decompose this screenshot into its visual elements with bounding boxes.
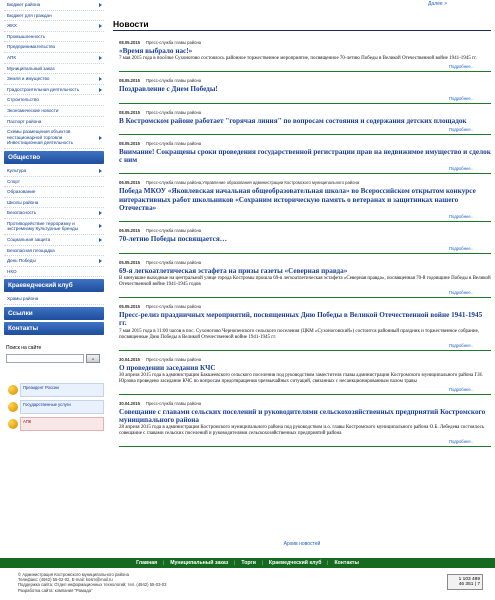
news-date: 08.05.2015: [119, 109, 140, 115]
news-divider: [119, 134, 491, 135]
sidebar-society-item-label: Противодействие терроризму и экстремизму Культурные бренды: [7, 220, 79, 232]
news-item: [119, 304, 491, 351]
news-title-link[interactable]: О проведении заседания КЧС: [119, 363, 216, 372]
banners: [4, 383, 104, 431]
news-title-link[interactable]: В Костромском районе работает "горячая линия" по вопросам состояния и содержания детских площадок: [119, 116, 467, 125]
sidebar-item[interactable]: [4, 106, 104, 117]
footer-nav-link[interactable]: Торги: [241, 560, 256, 566]
economy-menu: [4, 0, 104, 149]
news-summary: 30 апреля 2015 года в администрации Бакшеевского сельского поселения под руководством заместителя главы администрации Костромского муниципального района Г.Н. Юрзова проведено заседание КЧС по вопросам предотвращения чрезвычайных ситуаций, связанных с несанкционированным палом травы: [119, 372, 483, 384]
sidebar-item-label: Схемы размещения объектов нестационарной торговли Инвестиционная деятельность: [7, 129, 74, 146]
news-list: [119, 40, 491, 453]
news-date: 08.05.2015: [119, 40, 140, 45]
menu-header-society[interactable]: Общество: [4, 151, 104, 164]
next-page-link[interactable]: Далее >: [428, 1, 447, 7]
news-item: [119, 401, 491, 448]
read-more-link[interactable]: Подробнее..: [448, 214, 473, 220]
menu-header-links[interactable]: Ссылки: [4, 307, 104, 320]
sidebar-society-item[interactable]: [4, 235, 104, 246]
sidebar-society-item[interactable]: [4, 198, 104, 209]
news-summary: В минувшие выходные на центральной улице города Костромы прошла 69-я легкоатлетическая эстафета «Северная правда», посвященная 70-й годовщине Победы в Великой Отечественной войне 1941-1945 годов: [119, 275, 491, 287]
news-source: Пресс-служба главы района: [145, 400, 202, 406]
site-search: [4, 343, 104, 365]
sidebar-item[interactable]: [4, 21, 104, 32]
banner[interactable]: [8, 400, 104, 414]
news-item: [119, 110, 491, 135]
chevron-right-icon: [99, 238, 102, 242]
news-title-link[interactable]: 69-я легкоатлетическая эстафета на призы газеты «Северная правда»: [119, 266, 348, 275]
sidebar-item-label: Паспорт района: [7, 118, 42, 124]
sidebar-society-item[interactable]: [4, 177, 104, 188]
chevron-right-icon: [99, 88, 102, 92]
news-divider: [119, 221, 491, 222]
news-date: 06.05.2015: [119, 228, 140, 234]
banner-label: АПК: [20, 417, 104, 431]
footer-nav-link[interactable]: Главная: [136, 560, 158, 566]
emblem-icon: [8, 419, 18, 429]
sidebar-society-item[interactable]: [4, 256, 104, 267]
news-divider: [119, 350, 491, 351]
news-date: 30.04.2015: [119, 400, 140, 406]
news-meta: [119, 78, 491, 83]
news-meta: [119, 260, 491, 265]
nav-separator: |: [327, 560, 329, 566]
read-more-link[interactable]: Подробнее..: [448, 245, 473, 251]
left-sidebar: [4, 0, 104, 560]
emblem-icon: [8, 385, 18, 395]
banner[interactable]: [8, 417, 104, 431]
sidebar-item[interactable]: [4, 127, 104, 149]
chevron-right-icon: [99, 24, 102, 28]
chevron-right-icon: [99, 3, 102, 7]
sidebar-society-item-label: НКО: [7, 268, 17, 274]
main-content: [113, 0, 491, 560]
news-divider: [119, 253, 491, 254]
news-meta: [119, 228, 491, 233]
news-title-link[interactable]: Внимание! Сокращены сроки проведения государственной регистрации прав на недвижимое имущество и сделок с ним: [119, 147, 491, 165]
chevron-right-icon: [99, 56, 102, 60]
read-more-link[interactable]: Подробнее..: [448, 166, 473, 172]
news-item: [119, 141, 491, 175]
sidebar-society-item-label: Школы района: [7, 199, 39, 205]
footer-info-line: Разработка сайта: компания "Рамада": [18, 587, 93, 593]
menu-header-contacts[interactable]: Контакты: [4, 322, 104, 335]
news-meta: [119, 110, 491, 115]
sidebar-item-label: Промышленность: [7, 33, 46, 39]
news-source: Пресс-служба главы района,Управление образования администрации Костромского муниципального района: [145, 180, 360, 186]
footer-nav-link[interactable]: Контакты: [334, 560, 359, 566]
news-divider: [119, 173, 491, 174]
sidebar-item-label: Бюджет для граждан: [7, 12, 52, 18]
read-more-link[interactable]: Подробнее..: [448, 439, 473, 445]
news-divider: [119, 394, 491, 395]
visit-counter[interactable]: [447, 574, 483, 590]
sidebar-item[interactable]: [4, 64, 104, 75]
chevron-right-icon: [99, 211, 102, 215]
banner-label: Государственные услуги: [20, 400, 104, 414]
sidebar-society-item[interactable]: [4, 267, 104, 278]
sidebar-item-label: Предпринимательство: [7, 44, 56, 50]
chevron-right-icon: [99, 77, 102, 81]
sidebar-society-item[interactable]: [4, 166, 104, 177]
sidebar-item-label: Муниципальный заказ: [7, 65, 55, 71]
news-item: [119, 180, 491, 222]
footer-nav-link[interactable]: Муниципальный заказ: [170, 560, 229, 566]
news-meta: [119, 304, 491, 309]
news-meta: [119, 40, 491, 45]
sidebar-item[interactable]: [4, 0, 104, 11]
news-divider: [119, 446, 491, 447]
chevron-right-icon: [99, 224, 102, 228]
read-more-link[interactable]: Подробнее..: [448, 64, 473, 70]
archive-link[interactable]: Архив новостей: [283, 541, 321, 547]
counter-line2: 46 351 | 7: [458, 582, 480, 587]
sidebar-item[interactable]: [4, 53, 104, 64]
news-date: 05.05.2015: [119, 303, 140, 309]
footer-nav-link[interactable]: Краеведческий клуб: [268, 560, 322, 566]
section-title: Новости: [113, 19, 149, 29]
sidebar-item[interactable]: [4, 42, 104, 53]
nav-separator: |: [163, 560, 165, 566]
sidebar-item[interactable]: [4, 117, 104, 128]
sidebar-society-item[interactable]: [4, 187, 104, 198]
sidebar-item-label: Экономические новости: [7, 107, 59, 113]
sidebar-item[interactable]: [4, 32, 104, 43]
society-menu: [4, 166, 104, 278]
read-more-link[interactable]: Подробнее..: [448, 95, 473, 101]
news-source: Пресс-служба главы района: [145, 356, 202, 362]
chevron-right-icon: [99, 136, 102, 140]
sidebar-club-item-label: Храмы района: [7, 296, 39, 302]
news-title-link[interactable]: Пресс-релиз праздничных мероприятий, посвященных Дню Победы в Великой Отечественной войне 1941-1945 гг.: [119, 310, 483, 328]
news-divider: [119, 103, 491, 104]
news-title-link[interactable]: 70-летию Победы посвящается…: [119, 235, 227, 244]
news-item: [119, 78, 491, 103]
sidebar-society-item[interactable]: [4, 219, 104, 235]
news-title-link[interactable]: «Время выбрало нас!»: [119, 47, 193, 55]
search-title: Поиск на сайте: [6, 345, 42, 352]
footer-info-line: Телефакс: (4942) 55-02-02, E-mail: kosm@mail.ru: [18, 577, 113, 583]
sidebar-item-label: АПК: [7, 54, 16, 60]
sidebar-society-item-label: Безопасная площадка: [7, 247, 55, 253]
sidebar-society-item-label: Безопасность: [7, 210, 37, 216]
news-date: 08.05.2015: [119, 140, 140, 146]
news-source: Пресс-служба главы района: [145, 78, 202, 84]
news-source: Пресс-служба главы района: [145, 140, 202, 146]
news-summary: 28 апреля 2015 года в администрации Костромского муниципального района под руководством и.о. главы Костромского муниципального района О.Б. Лебедева состоялось совещание с главами сельских поселений и руководителями сельскохозяйственных предприятий района: [119, 425, 485, 437]
news-meta: [119, 357, 491, 362]
footer-info-line: © Администрация Костромского муниципального района: [18, 572, 129, 577]
search-row: [6, 354, 102, 363]
banner-label: Президент России: [20, 383, 104, 397]
sidebar-item-label: ЖКХ: [7, 23, 17, 29]
chevron-right-icon: [99, 169, 102, 173]
news-title-link[interactable]: Победа МКОУ «Яковлевская начальная общеобразовательная школа» во Всероссийском открытом конкурсе интерактивных работ школьников «Сохраним историческую память о ветеранах и защитниках нашего Отечества»: [119, 187, 476, 213]
banner[interactable]: [8, 383, 104, 397]
news-meta: [119, 141, 491, 146]
news-source: Пресс-служба главы района: [145, 228, 202, 234]
sidebar-society-item-label: Образование: [7, 189, 36, 195]
news-item: [119, 260, 491, 298]
news-source: Пресс-служба главы района: [145, 259, 202, 265]
nav-separator: |: [261, 560, 263, 566]
footer-info-line: Поддержка сайта: Отдел информационных технологий; тел. (4942) 55-03-03: [18, 582, 167, 588]
read-more-link[interactable]: Подробнее..: [448, 126, 473, 132]
sidebar-club-item[interactable]: [4, 294, 104, 305]
sidebar-item[interactable]: [4, 74, 104, 85]
news-date: 30.04.2015: [119, 356, 140, 362]
sidebar-item[interactable]: [4, 85, 104, 96]
sidebar-item[interactable]: [4, 11, 104, 22]
sidebar-society-item-label: День Победы: [7, 258, 36, 264]
sidebar-item-label: Бюджет района: [7, 2, 41, 7]
search-button[interactable]: »: [86, 354, 100, 363]
read-more-link[interactable]: Подробнее..: [448, 342, 473, 348]
news-title-link[interactable]: Совещание с главами сельских поселений и руководителями сельскохозяйственных предприятий Костромского муниципального района: [119, 407, 486, 425]
news-source: Пресс-служба главы района: [145, 109, 202, 115]
news-date: 08.05.2015: [119, 78, 140, 84]
footer-nav: [0, 558, 495, 568]
news-summary: 7 мая 2015 года в посёлке Сухоногово состоялось районное торжественное мероприятие, посвященное 70-летию Победы в Великой Отечественной войне 1941-1945 гг.: [119, 56, 477, 62]
news-divider: [119, 297, 491, 298]
chevron-right-icon: [99, 259, 102, 263]
news-source: Пресс-служба главы района: [145, 40, 202, 45]
news-date: 05.05.2015: [119, 259, 140, 265]
title-underline: [113, 30, 491, 31]
menu-header-club[interactable]: Краеведческий клуб: [4, 279, 104, 292]
news-meta: [119, 180, 491, 185]
sidebar-item-label: Земля и имущество: [7, 76, 50, 82]
counter-line1: 1 103 489: [458, 577, 480, 582]
sidebar-society-item-label: Спорт: [7, 178, 20, 184]
read-more-link[interactable]: Подробнее..: [448, 289, 473, 295]
nav-separator: |: [234, 560, 236, 566]
news-source: Пресс-служба главы района: [145, 303, 202, 309]
news-item: [119, 40, 491, 72]
news-item: [119, 228, 491, 253]
emblem-icon: [8, 402, 18, 412]
search-input[interactable]: [6, 354, 84, 363]
sidebar-item-label: Градостроительная деятельность: [7, 86, 80, 92]
news-item: [119, 357, 491, 395]
sidebar-society-item-label: Культура: [7, 167, 27, 173]
footer-info: [18, 572, 378, 593]
sidebar-society-item[interactable]: [4, 246, 104, 257]
news-divider: [119, 71, 491, 72]
news-meta: [119, 401, 491, 406]
news-title-link[interactable]: Поздравление с Днем Победы!: [119, 85, 218, 94]
club-menu: [4, 294, 104, 305]
sidebar-society-item-label: Социальная защита: [7, 237, 51, 243]
news-date: 06.05.2015: [119, 180, 140, 186]
sidebar-society-item[interactable]: [4, 208, 104, 219]
sidebar-item-label: Строительство: [7, 97, 39, 103]
read-more-link[interactable]: Подробнее..: [448, 386, 473, 392]
news-summary: 7 мая 2015 года в 11:00 часов в пос. Сухоногово Чернопенского сельского поселения (ЦКМ «Сухоноговский») состоится районный праздник и торжественное собрание, посвященные Дню Победы в Великой Отечественной войне 1941-1945 гг.: [119, 328, 480, 340]
sidebar-item[interactable]: [4, 95, 104, 106]
